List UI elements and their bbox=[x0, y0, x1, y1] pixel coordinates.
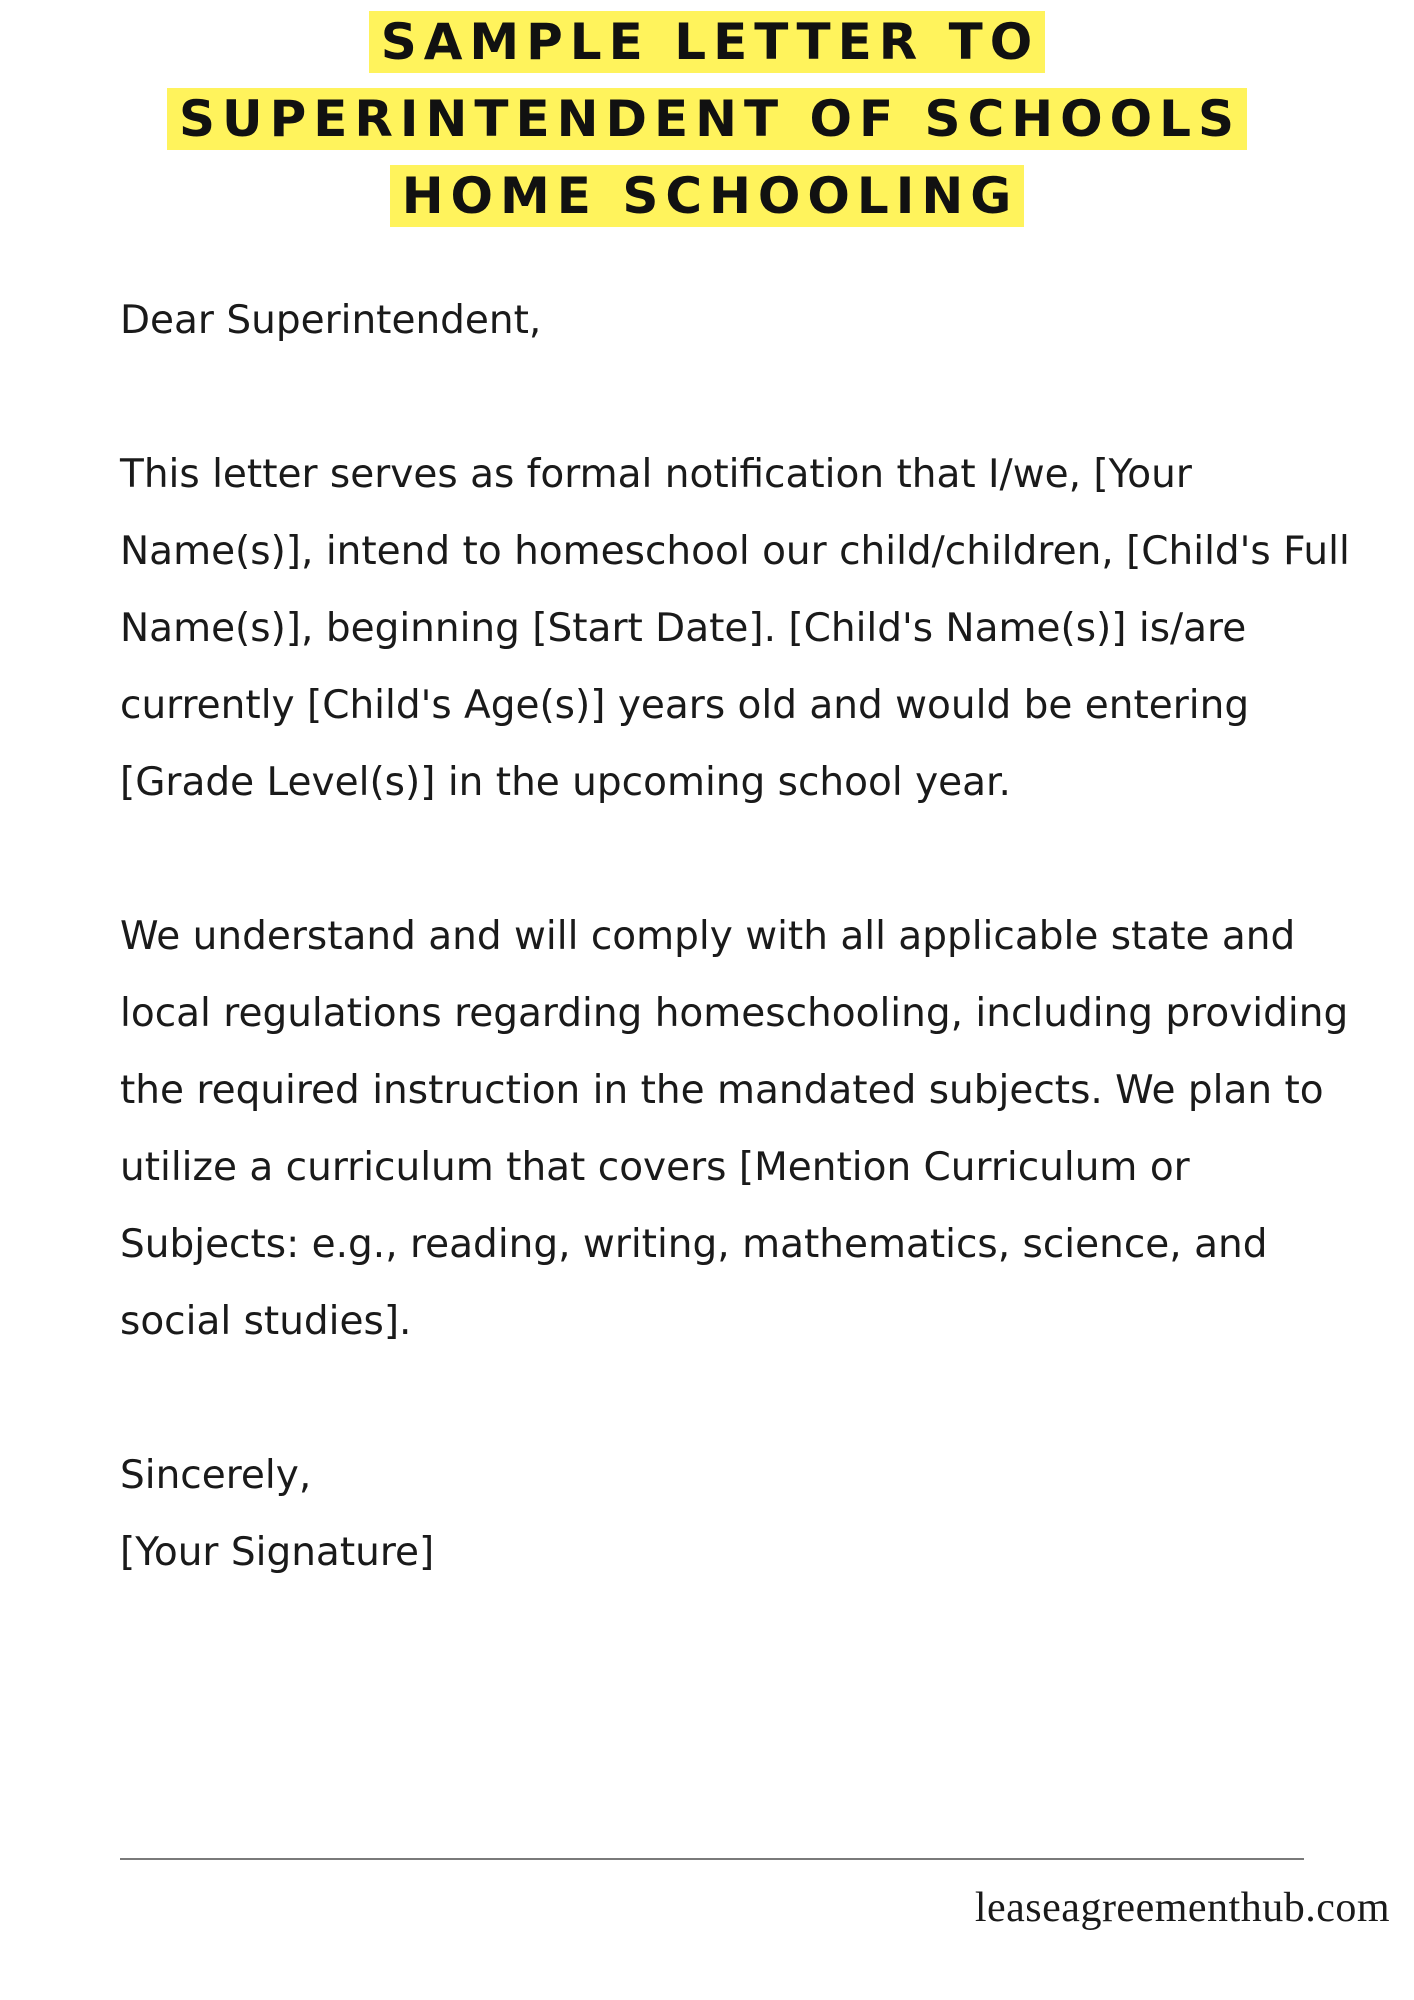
footer-site-name: leaseagreementhub.com bbox=[974, 1885, 1390, 1931]
closing: Sincerely, bbox=[120, 1453, 312, 1498]
footer-divider bbox=[120, 1858, 1304, 1860]
page-title bbox=[0, 10, 1414, 241]
paragraph-notification: This letter serves as formal notification that I/we, [Your Name(s)], intend to homeschool our child/children, [Child's Full Name(s)], beginning [Start Date]. [Child's Name(s)] is/are currently [Child's Age(s)] years old and would be entering [Grade Level(s)] in the upcoming school year. bbox=[120, 452, 1350, 805]
title-line-1 bbox=[0, 10, 1414, 87]
title-line-3 bbox=[0, 164, 1414, 241]
salutation: Dear Superintendent, bbox=[120, 298, 542, 343]
spacer bbox=[120, 821, 1350, 898]
signature-placeholder: [Your Signature] bbox=[120, 1530, 435, 1575]
title-text-1: SAMPLE LETTER TO bbox=[369, 11, 1046, 73]
spacer bbox=[120, 1360, 1350, 1437]
title-text-2: SUPERINTENDENT OF SCHOOLS bbox=[167, 88, 1247, 150]
letter-body bbox=[120, 282, 1350, 1591]
paragraph-compliance: We understand and will comply with all applicable state and local regulations regarding homeschooling, including providing the required instruction in the mandated subjects. We plan to utilize a curriculum that covers [Mention Curriculum or Subjects: e.g., reading, writing, mathematics, science, and social studies]. bbox=[120, 914, 1349, 1344]
title-line-2 bbox=[0, 87, 1414, 164]
title-text-3: HOME SCHOOLING bbox=[390, 165, 1025, 227]
spacer bbox=[120, 359, 1350, 436]
